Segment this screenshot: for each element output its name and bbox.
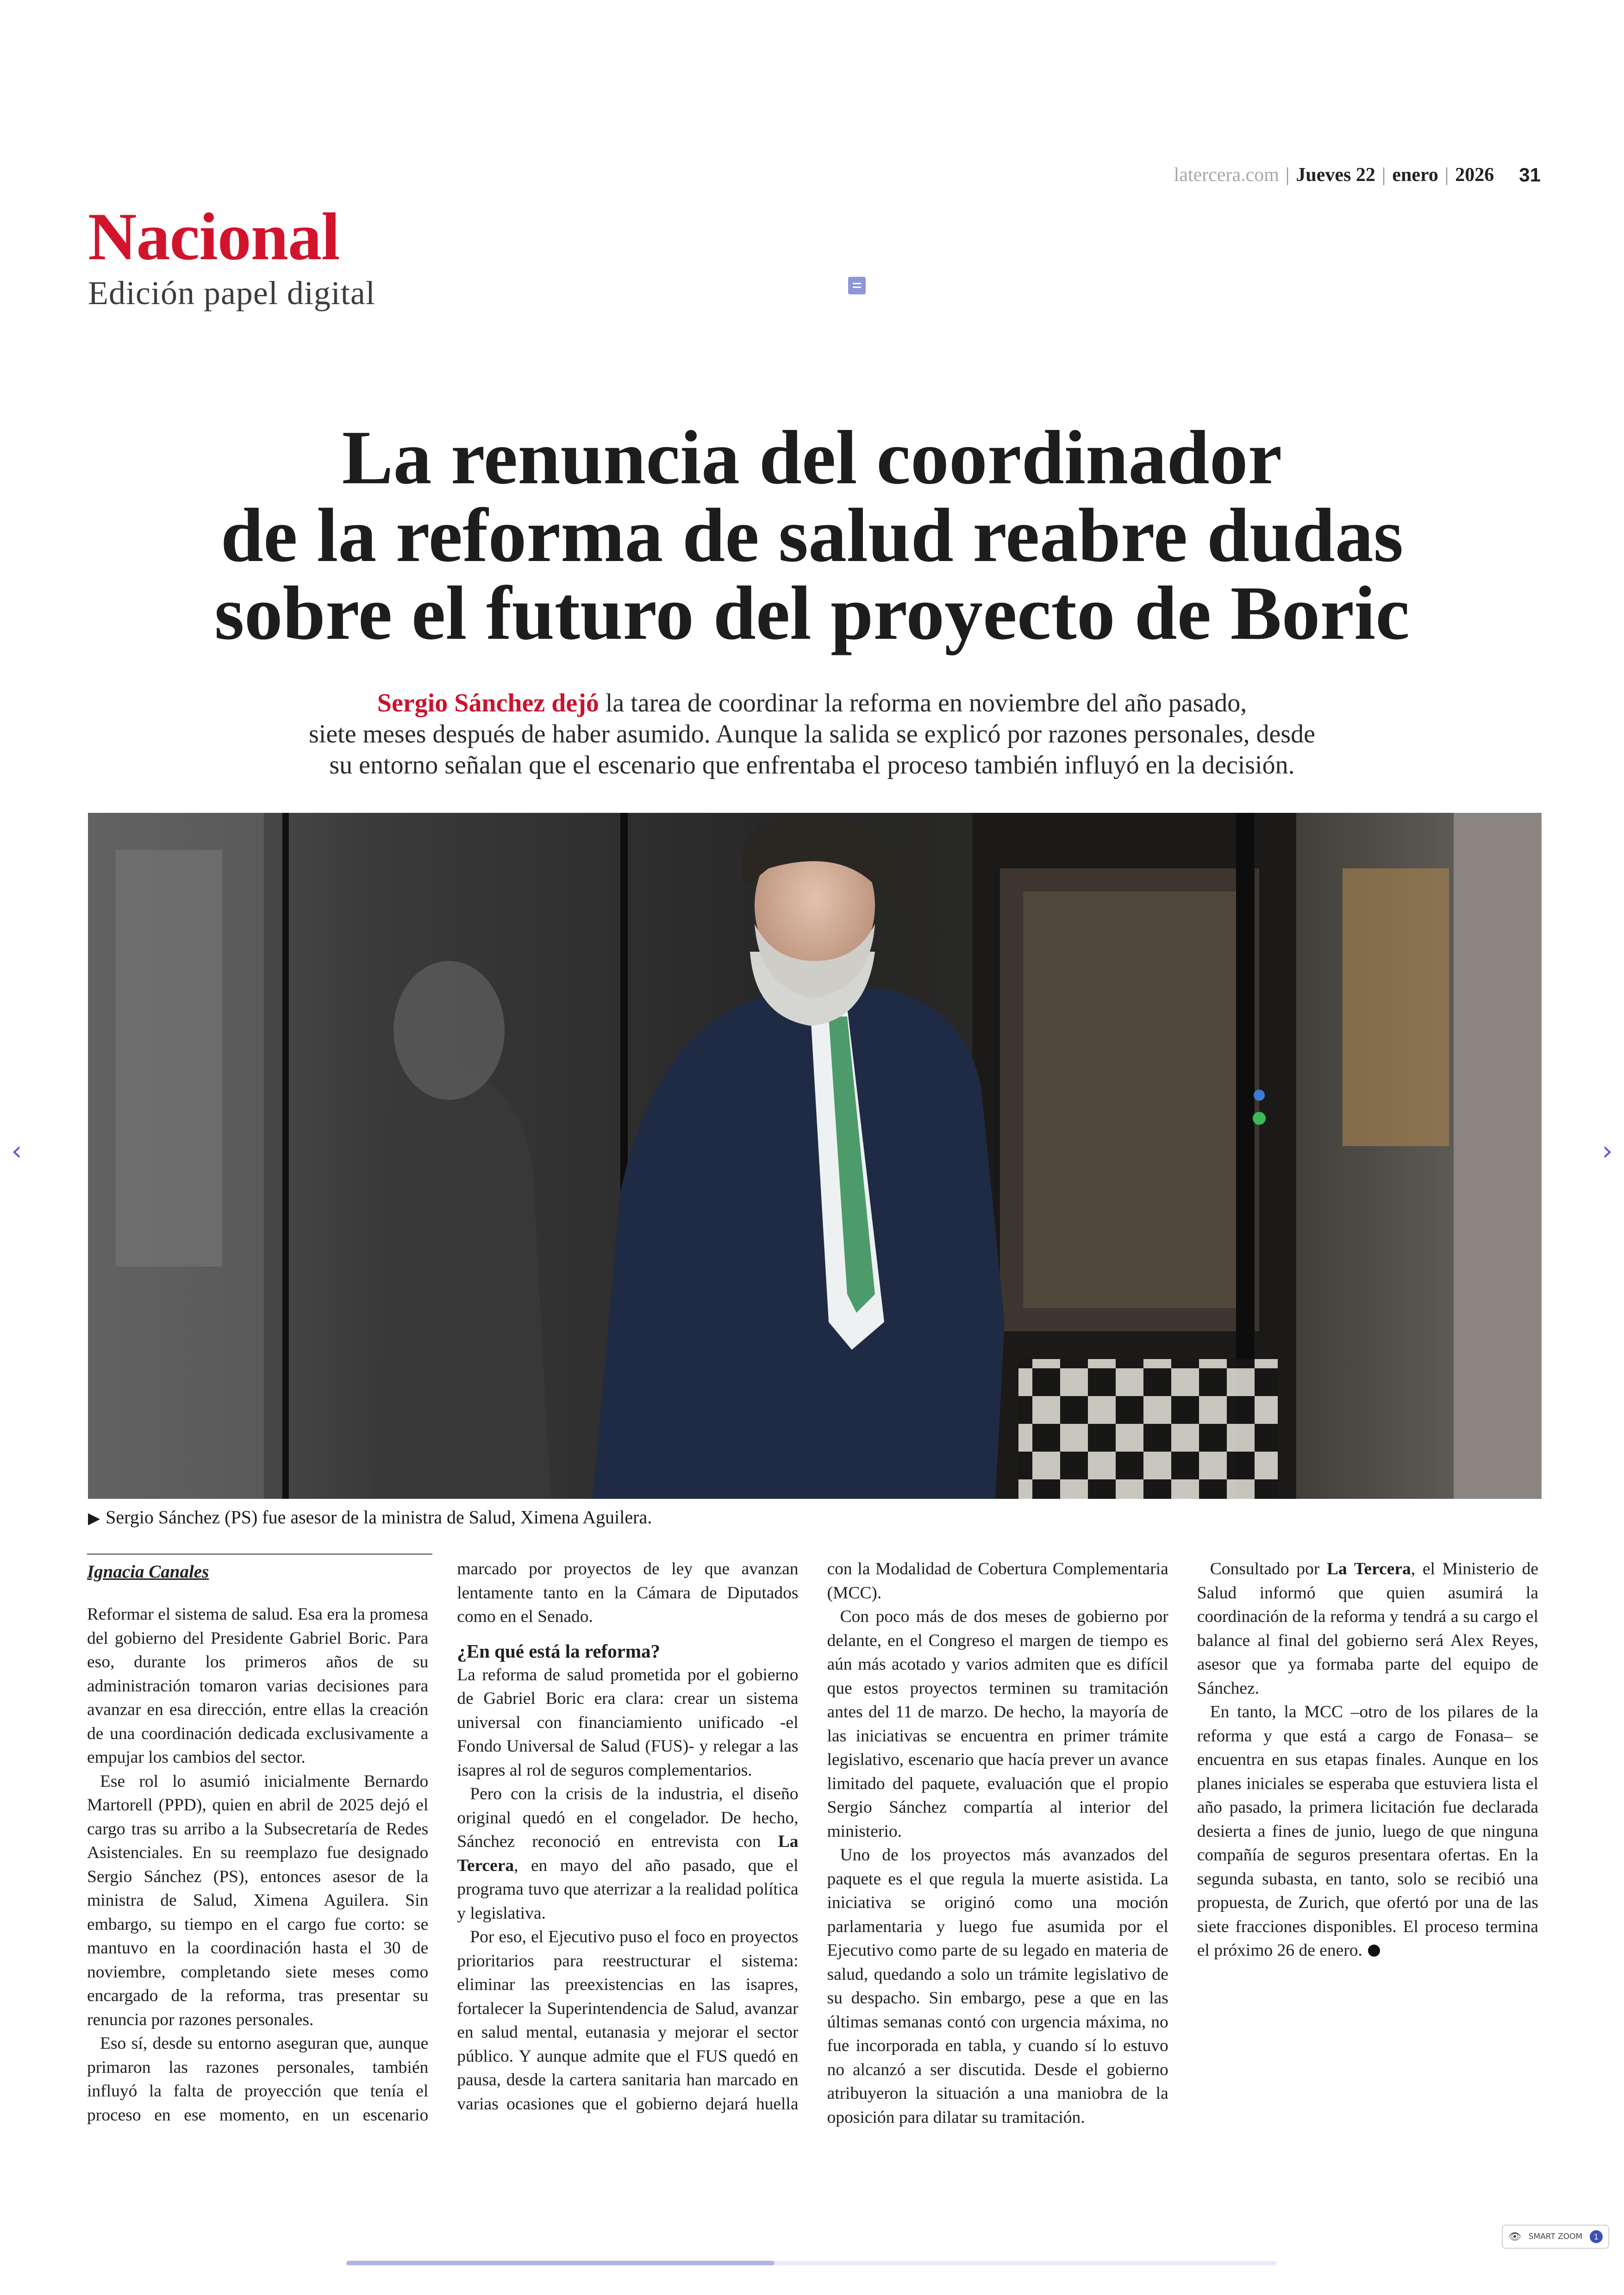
photo-caption [88, 1506, 652, 1528]
headline [88, 415, 1536, 655]
previous-page-chevron-icon[interactable]: ‹ [11, 1135, 22, 1166]
section-subtitle: Edición papel digital [88, 274, 375, 312]
body-paragraph: Reformar el sistema de salud. Esa era la promesa del gobierno del Presidente Gabriel Boric. Para eso, durante los primeros años de su administración tomaron varias decisiones para avanzar en esa dirección, entre ellas la creación de una coordinación dedicada exclusivamente a empujar los cambios del sector. [87, 1605, 429, 1767]
article-photo [88, 813, 1542, 1499]
lead-line: siete meses después de haber asumido. Aunque la salida se explicó por razones personales, desde [309, 720, 1315, 748]
body-paragraph: Eso sí, desde su entorno aseguran que, aunque primaron las razones personales, también influyó la falta de proyección que tenía el proceso en ese momento, en un escenario marcado por proyectos de ley que avanzan lentamente tanto en la Cámara de Diputados como en el Senado. [87, 1559, 799, 2125]
brand-name: La Tercera [457, 1832, 799, 1875]
end-of-article-icon [1368, 1945, 1380, 1957]
next-page-chevron-icon[interactable]: › [1602, 1135, 1613, 1166]
separator: | [1444, 164, 1449, 186]
byline-spacer [87, 1557, 428, 1603]
body-text: Consultado por [1210, 1559, 1327, 1578]
lead-line [88, 688, 1536, 719]
lead-line: su entorno señalan que el escenario que enfrentaba el proceso también influyó en la decisión. [329, 751, 1295, 780]
lead-text: la tarea de coordinar la reforma en noviembre del año pasado, [599, 689, 1247, 717]
caption-triangle-icon: ▶ [88, 1510, 100, 1527]
headline-line: La renuncia del coordinador [342, 415, 1282, 500]
lead-paragraph [88, 688, 1536, 781]
separator: | [1285, 164, 1290, 186]
article-body [87, 1557, 1538, 2140]
masthead-info [1174, 164, 1541, 186]
body-text: , en mayo del año pasado, que el programa tuvo que aterrizar a la realidad política y legislativa. [457, 1856, 799, 1923]
body-paragraph: La reforma de salud prometida por el gobierno de Gabriel Boric era clara: crear un sistema universal con financiamiento unificado -el Fondo Universal de Salud (FUS)- y relegar a las isapres al rol de seguros complementarios. [457, 1665, 799, 1780]
caption-text: Sergio Sánchez (PS) fue asesor de la ministra de Salud, Ximena Aguilera. [106, 1507, 652, 1528]
author-name: Ignacia Canales [87, 1562, 209, 1582]
body-paragraph: Ese rol lo asumió inicialmente Bernardo Martorell (PPD), quien en abril de 2025 dejó el cargo tras su arribo a la Subsecretaría de Redes Asistenciales. En su reemplazo fue designado Sergio Sánchez (PS), entonces asesor de la ministra de Salud, Ximena Aguilera. Sin embargo, su tiempo en el cargo fue corto: se mantuvo en la coordinación hasta el 30 de noviembre, completando siete meses como encargado de la reforma, tras presentar su renuncia por razones personales. [87, 1771, 429, 2029]
headline-line: sobre el futuro del proyecto de Boric [214, 570, 1410, 655]
smart-zoom-label: SMART ZOOM [1528, 2232, 1583, 2241]
body-paragraph: Con poco más de dos meses de gobierno por delante, en el Congreso el margen de tiempo es aún más acotado y varios admiten que es difícil que estos proyectos terminen su tramitación antes del 11 de marzo. De hecho, la mayoría de las iniciativas se encuentra en primer trámite legislativo, escenario que hacía prever un avance limitado del paquete, evaluación que el propio Sergio Sánchez compartía al interior del ministerio. [827, 1607, 1168, 1841]
page-number: 31 [1519, 164, 1541, 186]
section-title: Nacional [88, 199, 340, 274]
smart-zoom-badge: 1 [1590, 2230, 1603, 2243]
site-name: latercera.com [1174, 164, 1279, 186]
body-paragraph: Uno de los proyectos más avanzados del paquete es el que regula la muerte asistida. La iniciativa se originó como una moción parlamentaria y luego fue asumida por el Ejecutivo como parte de su legado en materia de salud, quedando a solo un trámite legislativo de su despacho. Sin embargo, pese a que en las últimas semanas contó con urgencia máxima, no fue incorporada en tabla, y cuando sí lo estuvo no alcanzó a ser discutida. Desde el gobierno atribuyeron la situación a una maniobra de la oposición para dilatar su tramitación. [827, 1846, 1168, 2127]
body-text: Pero con la crisis de la industria, el diseño original quedó en el congelador. De hecho, Sánchez reconoció en entrevista con [457, 1784, 799, 1851]
body-text: En tanto, la MCC –otro de los pilares de la reforma y que está a cargo de Fonasa– se encuentra en sus etapas finales. Aunque en los planes iniciales se esperaba que estuviera lista el año pasado, la primera licitación fue declarada desierta a fines de junio, luego de que ninguna compañía de seguros presentara ofertas. En la segunda subasta, en tanto, solo se recibió una propuesta, de Zurich, que ofertó por una de las siete fracciones disponibles. El proceso termina el próximo 26 de enero. [1197, 1703, 1538, 1960]
issue-weekday: Jueves 22 [1296, 164, 1375, 186]
body-paragraph [1197, 1557, 1538, 1700]
headline-line: de la reforma de salud reabre dudas [220, 493, 1404, 578]
body-text: , el Ministerio de Salud informó que quien asumirá la coordinación de la reforma y tendrá a su cargo el balance al final del gobierno será Alex Reyes, asesor que ya formaba parte del equipo de Sánchez. [1197, 1559, 1539, 1698]
brand-name: La Tercera [1327, 1559, 1411, 1578]
body-paragraph [1197, 1700, 1538, 1963]
eye-icon: 👁 [1508, 2231, 1521, 2243]
issue-month: enero [1392, 164, 1438, 186]
page-scroll-thumb[interactable] [346, 2261, 775, 2265]
lead-highlight: Sergio Sánchez dejó [377, 689, 599, 717]
body-subheading: ¿En qué está la reforma? [457, 1640, 661, 1662]
body-paragraph [457, 1782, 798, 1925]
separator: | [1381, 164, 1386, 186]
body-paragraph: Por eso, el Ejecutivo puso el foco en proyectos prioritarios para reestructurar el sistema: eliminar las preexistencias en las isapres, fortalecer la Superintendencia de Salud, avanzar en salud mental, eutanasia y mejorar el sector público. Y aunque admite que el FUS quedó en pausa, desde la cartera sanitaria han marcado en varias ocasiones que el gobierno dejará huella con la Modalidad de Cobertura Complementaria (MCC). [457, 1559, 1168, 2114]
issue-year: 2026 [1455, 164, 1494, 186]
smart-zoom-button[interactable] [1502, 2225, 1609, 2249]
document-icon[interactable] [848, 277, 866, 294]
